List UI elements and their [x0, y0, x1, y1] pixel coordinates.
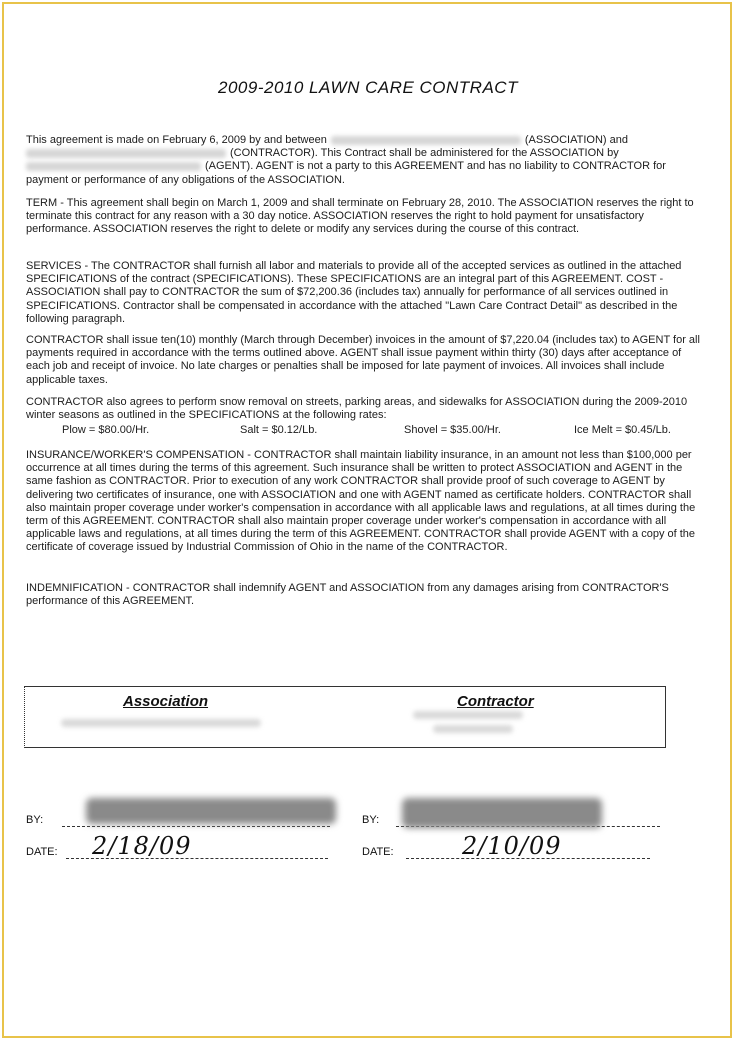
signature-parties-box	[24, 686, 666, 748]
date-value-association: 2/18/09	[92, 832, 192, 860]
intro-paragraph	[26, 134, 706, 187]
redacted-contractor-name	[26, 149, 226, 158]
services-paragraph: SERVICES - The CONTRACTOR shall furnish all labor and materials to provide all of the accepted services as outlined in the attached SPECIFICATIONS of the contract (SPECIFICATIONS). These SPECIFICATIONS are an integral part of this AGREEMENT. COST - ASSOCIATION shall pay to CONTRACTOR the sum of $72,200.36 (includes tax) annually for performance of all services outlined in SPECIFICATIONS. Contractor shall be compensated in accordance with the attached "Lawn Care Contract Detail" as described in the following paragraph.	[26, 260, 682, 325]
indemnification-paragraph: INDEMNIFICATION - CONTRACTOR shall indemnify AGENT and ASSOCIATION from any damages arising from CONTRACTOR'S performance of this AGREEMENT.	[26, 582, 669, 608]
rate-ice-melt: Ice Melt = $0.45/Lb.	[574, 424, 671, 436]
term-paragraph: TERM - This agreement shall begin on March 1, 2009 and shall terminate on February 28, 2010. The ASSOCIATION reserves the right to terminate this contract for any reason with a 30 day notice. ASSOCIATION reserves the right to hold payment for unsatisfactory performance. ASSOCIATION reserves the right to delete or modify any services during the course of this contract.	[26, 197, 694, 236]
by-label-association: BY:	[26, 814, 44, 826]
invoices-paragraph: CONTRACTOR shall issue ten(10) monthly (March through December) invoices in the amount of $7,220.04 (includes tax) to AGENT for all payments required in accordance with the terms outlined above. AGENT shall issue payment within thirty (30) days after acceptance of each job and receipt of invoice. No late charges or penalties shall be imposed for late payment of invoices. All invoices shall include applicable taxes.	[26, 334, 700, 386]
snow-paragraph: CONTRACTOR also agrees to perform snow removal on streets, parking areas, and sidewalks for ASSOCIATION during the 2009-2010 winter seasons as outlined in the SPECIFICATIONS at the following rates:	[26, 396, 688, 422]
redacted-association-name	[331, 136, 521, 145]
snow-rates-row	[26, 424, 706, 438]
date-label-association: DATE:	[26, 846, 58, 858]
redacted-agent-name	[26, 162, 201, 171]
date-value-contractor: 2/10/09	[462, 832, 562, 860]
intro-text-1: This agreement is made on February 6, 2009 by and between	[26, 134, 327, 146]
signature-contractor	[402, 798, 602, 828]
rate-salt: Salt = $0.12/Lb.	[240, 424, 318, 436]
intro-text-4: (AGENT). AGENT is not a party to this AGREEMENT and has no liability to CONTRACTOR for payment or performance of any obligations of the ASSOCIATION.	[26, 160, 666, 186]
rate-shovel: Shovel = $35.00/Hr.	[404, 424, 501, 436]
redacted-contractor-party-1	[413, 711, 523, 719]
intro-text-3: (CONTRACTOR). This Contract shall be administered for the ASSOCIATION by	[230, 147, 619, 160]
by-line-association	[62, 826, 330, 827]
rate-plow: Plow = $80.00/Hr.	[62, 424, 150, 436]
date-label-contractor: DATE:	[362, 846, 394, 858]
redacted-association-party	[61, 719, 261, 727]
intro-text-2: (ASSOCIATION) and	[524, 134, 628, 146]
signature-association	[86, 798, 336, 824]
contract-title: 2009-2010 LAWN CARE CONTRACT	[218, 78, 518, 97]
contractor-heading: Contractor	[457, 693, 534, 710]
association-heading: Association	[123, 693, 209, 710]
redacted-contractor-party-2	[433, 725, 513, 733]
by-label-contractor: BY:	[362, 814, 380, 826]
insurance-paragraph: INSURANCE/WORKER'S COMPENSATION - CONTRACTOR shall maintain liability insurance, in an amount not less than $100,000 per occurrence at all times during the terms of this agreement. Such insurance shall be written to protect ASSOCIATION and AGENT in the same fashion as CONTRACTOR. Prior to execution of any work CONTRACTOR shall provide proof of such coverage to AGENT by delivering two certificates of insurance, one with ASSOCIATION and one with AGENT named as certificate holders. CONTRACTOR shall also maintain proper coverage under worker's compensation in accordance with all applicable laws and regulations, at all times during the term of this AGREEMENT. CONTRACTOR shall also maintain proper coverage under worker's compensation in accordance with all applicable laws and regulations, at all times during the term of this AGREEMENT. CONTRACTOR shall provide AGENT with a copy of the certificate of coverage issued by Industrial Commission of Ohio in the name of the CONTRACTOR.	[26, 449, 696, 554]
